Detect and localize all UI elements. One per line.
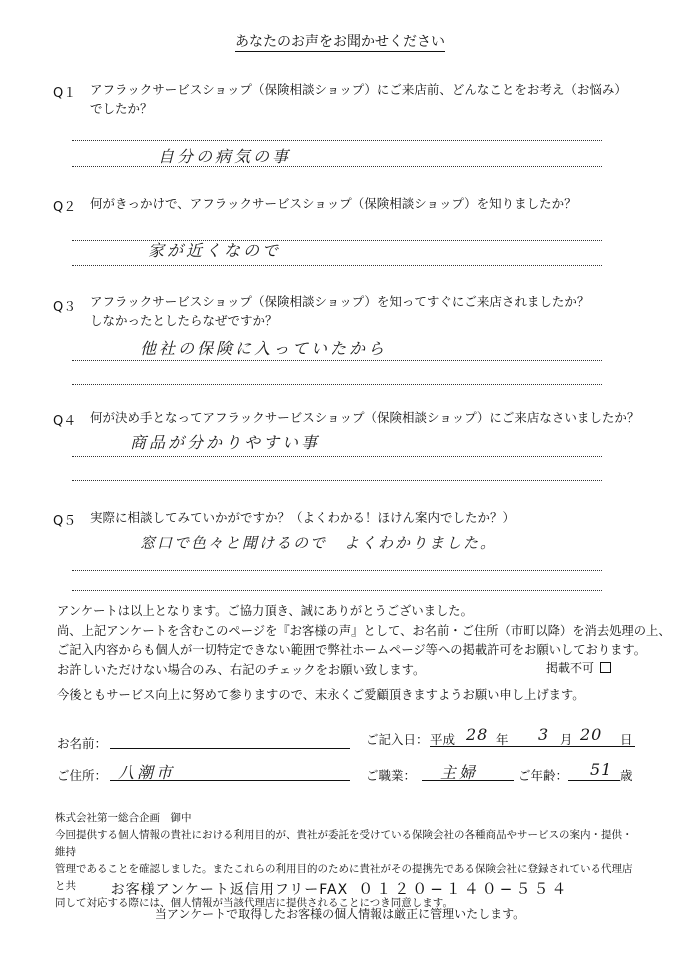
date-label: ご記入日： (366, 732, 429, 747)
name-field[interactable] (110, 748, 350, 749)
address-field[interactable] (110, 780, 350, 781)
no-publish-checkbox[interactable] (600, 662, 611, 673)
q1-line-1 (72, 140, 602, 141)
date-year-unit: 年 (496, 732, 509, 747)
address-value[interactable]: 八潮市 (118, 763, 176, 782)
age-unit: 歳 (620, 768, 633, 783)
date-era: 平成 (430, 732, 456, 747)
fax-line: お客様アンケート返信用フリーFAX ０１２０−１４０−５５４ (110, 880, 570, 898)
closing-thanks: 今後ともサービス向上に努めて参りますので、末永くご愛顧頂きますようお願い申し上げます。 (57, 688, 585, 702)
q5-line-2 (72, 590, 602, 591)
q3-number: Q３ (53, 300, 77, 315)
q3-text: アフラックサービスショップ（保険相談ショップ）を知ってすぐにご来店されましたか？ しなかったとしたらなぜですか？ (90, 294, 590, 328)
date-day-unit: 日 (620, 732, 633, 747)
q4-line-1 (72, 456, 602, 457)
q5-number: Q５ (53, 514, 77, 529)
fax-number: ０１２０−１４０−５５４ (358, 880, 570, 898)
q2-text: 何がきっかけで、アフラックサービスショップ（保険相談ショップ）を知りましたか？ (90, 196, 577, 211)
q5-text: 実際に相談してみていかがですか？（よくわかる！ほけん案内でしたか？） (90, 510, 516, 525)
q2-answer[interactable]: 家が近くなので (148, 241, 282, 260)
q3-line-1 (72, 360, 602, 361)
q1-number: Q１ (53, 86, 77, 101)
date-year[interactable]: 28 (466, 725, 489, 744)
q4-number: Q４ (53, 414, 77, 429)
q3-line-2 (72, 384, 602, 385)
q4-line-2 (72, 480, 602, 481)
age-value[interactable]: 51 (590, 760, 613, 779)
q5-answer[interactable]: 窓口で色々と聞けるので よくわかりました。 (140, 534, 498, 552)
privacy-text: 株式会社第一総合企画 御中 今回提供する個人情報の貴社における利用目的が、貴社が委託を受けている保険会社の各種商品やサービスの案内・提供・維持 管理であることを確認しました。またこれらの利用目的のために貴社がその提携先である保険会社に登録されている代理店と共 同して対応する際には、個人情報が当該代理店に提供されることにつき同意します。 (55, 812, 633, 909)
date-underline (430, 746, 635, 747)
date-month[interactable]: 3 (538, 725, 552, 744)
q1-line-2 (72, 166, 602, 167)
q1-answer[interactable]: 自分の病気の事 (158, 147, 292, 166)
job-value[interactable]: 主婦 (440, 763, 479, 782)
name-label: お名前： (57, 736, 108, 751)
date-month-unit: 月 (560, 732, 573, 747)
footer-note: 当アンケートで取得したお客様の個人情報は厳正に管理いたします。 (154, 907, 526, 921)
no-publish-check[interactable]: 掲載不可 (546, 659, 611, 676)
address-label: ご住所： (57, 768, 108, 783)
q5-line-1 (72, 570, 602, 571)
q4-answer[interactable]: 商品が分かりやすい事 (130, 433, 321, 452)
q4-text: 何が決め手となってアフラックサービスショップ（保険相談ショップ）にご来店なさいましたか？ (90, 410, 640, 425)
q2-line-2 (72, 265, 602, 266)
age-label: ご年齢： (518, 768, 569, 783)
closing-text: アンケートは以上となります。ご協力頂き、誠にありがとうございました。 尚、上記アンケートを含むこのページを『お客様の声』として、お名前・ご住所（市町以降）を消去処理の上、 ご記入内容からも個人が一切特定できない範囲で弊社ホームページ等への掲載許可をお願いしております。 お許しいただけない場合のみ、右記のチェックをお願い致します。 (57, 604, 671, 677)
q3-answer[interactable]: 他社の保険に入っていたから (140, 339, 388, 358)
date-day[interactable]: 20 (580, 725, 603, 744)
age-field[interactable] (568, 780, 620, 781)
job-label: ご職業： (366, 768, 417, 783)
q2-number: Q２ (53, 200, 77, 215)
job-field[interactable] (422, 780, 514, 781)
page-title: あなたのお声をお聞かせください (235, 34, 445, 50)
q1-text: アフラックサービスショップ（保険相談ショップ）にご来店前、どんなことをお考え（お悩み） でしたか？ (90, 82, 627, 116)
